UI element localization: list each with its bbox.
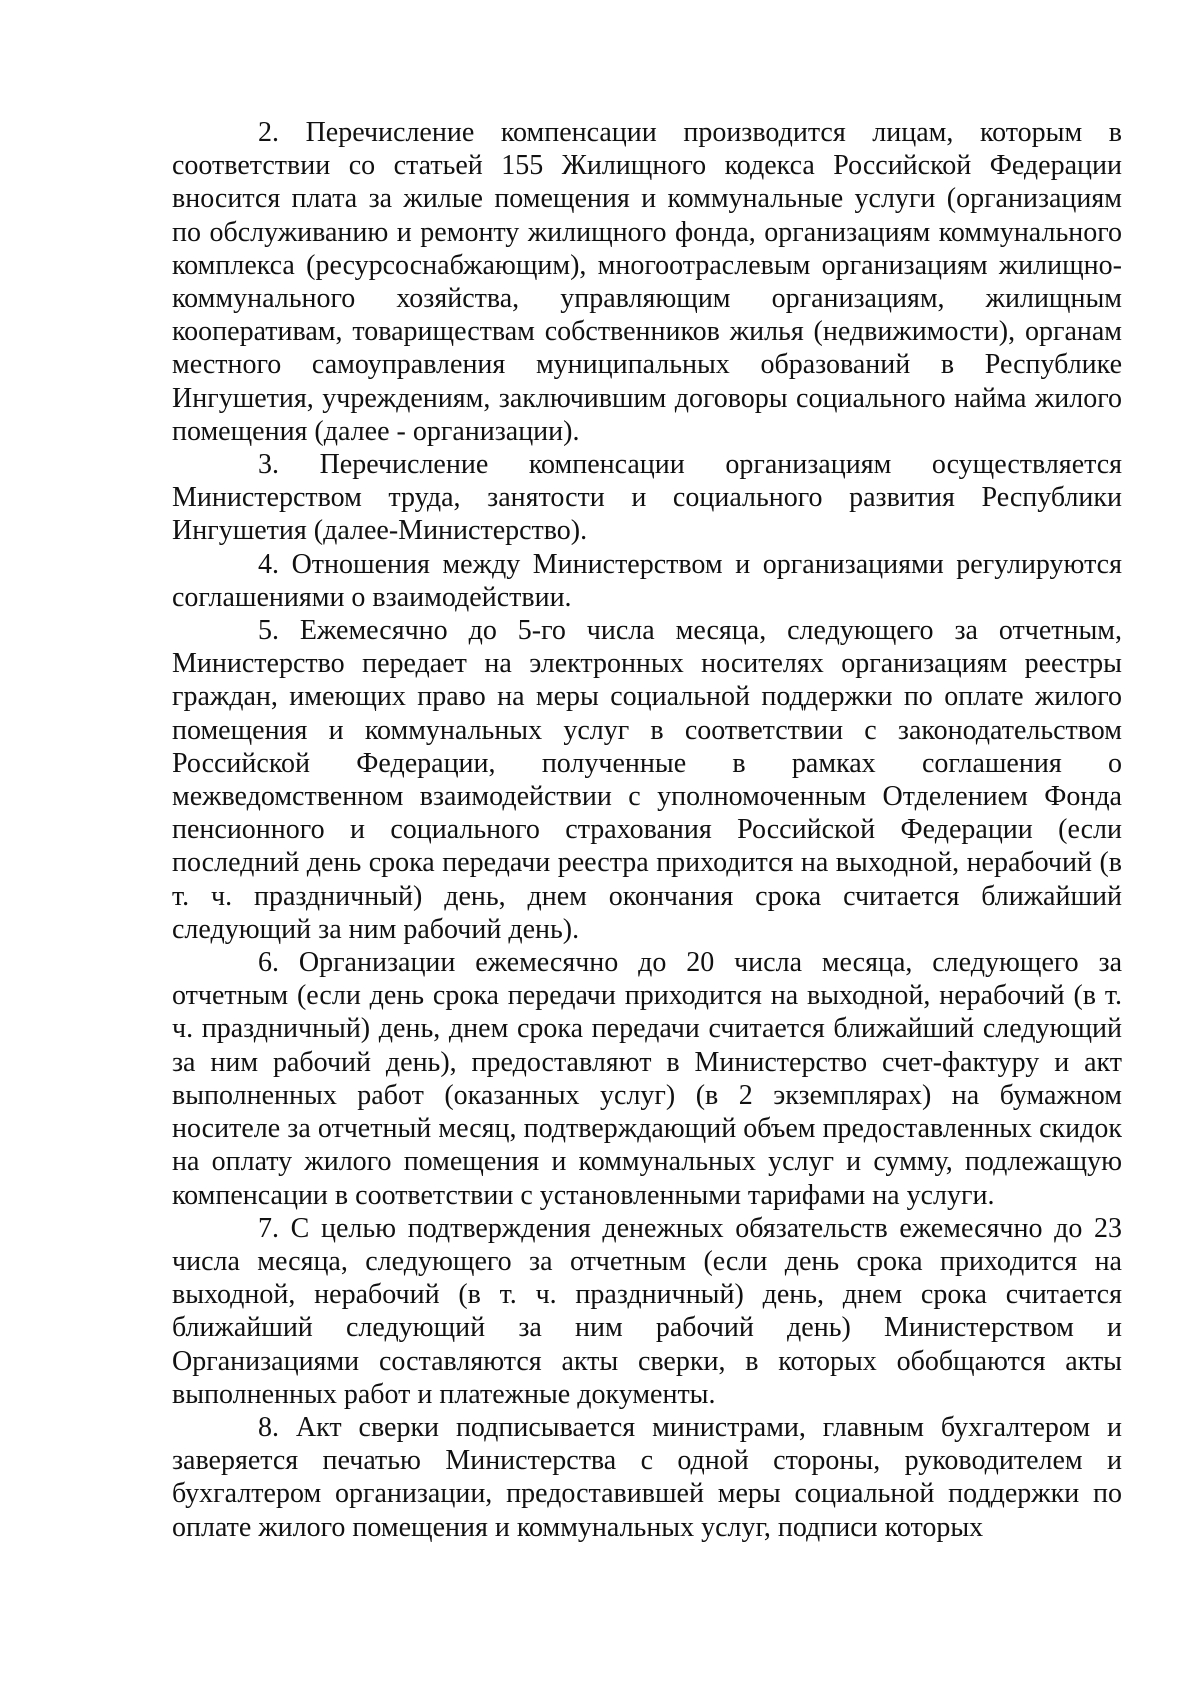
paragraph-3: 3. Перечисление компенсации организациям осуществляется Министерством труда, занятости и социального развития Республики Ингушетия (далее-Министерство). [172, 449, 1122, 547]
paragraph-2: 2. Перечисление компенсации производится лицам, которым в соответствии со статьей 155 Жилищного кодекса Российской Федерации вносится плата за жилые помещения и коммунальные услуги (организациям по обслуживанию и ремонту жилищного фонда, организациям коммунального комплекса (ресурсоснабжающим), многоотраслевым организациям жилищно-коммунального хозяйства, управляющим организациям, жилищным кооперативам, товариществам собственников жилья (недвижимости), органам местного самоуправления муниципальных образований в Республике Ингушетия, учреждениям, заключившим договоры социального найма жилого помещения (далее - организации). [172, 117, 1122, 447]
paragraph-4: 4. Отношения между Министерством и организациями регулируются соглашениями о взаимодействии. [172, 548, 1122, 613]
document-page [172, 116, 1122, 1596]
paragraph-5: 5. Ежемесячно до 5-го числа месяца, следующего за отчетным, Министерство передает на электронных носителях организациям реестры граждан, имеющих право на меры социальной поддержки по оплате жилого помещения и коммунальных услуг в соответствии с законодательством Российской Федерации, полученные в рамках соглашения о межведомственном взаимодействии с уполномоченным Отделением Фонда пенсионного и социального страхования Российской Федерации (если последний день срока передачи реестра приходится на выходной, нерабочий (в т. ч. праздничный) день, днем окончания срока считается ближайший следующий за ним рабочий день). [172, 615, 1122, 945]
paragraph-7: 7. С целью подтверждения денежных обязательств ежемесячно до 23 числа месяца, следующего за отчетным (если день срока приходится на выходной, нерабочий (в т. ч. праздничный) день, днем срока считается ближайший следующий за ним рабочий день) Министерством и Организациями составляются акты сверки, в которых обобщаются акты выполненных работ и платежные документы. [172, 1212, 1122, 1410]
paragraph-6: 6. Организации ежемесячно до 20 числа месяца, следующего за отчетным (если день срока передачи приходится на выходной, нерабочий (в т. ч. праздничный) день, днем срока передачи считается ближайший следующий за ним рабочий день), предоставляют в Министерство счет-фактуру и акт выполненных работ (оказанных услуг) (в 2 экземплярах) на бумажном носителе за отчетный месяц, подтверждающий объем предоставленных скидок на оплату жилого помещения и коммунальных услуг и сумму, подлежащую компенсации в соответствии с установленными тарифами на услуги. [172, 947, 1122, 1211]
paragraph-8: 8. Акт сверки подписывается министрами, главным бухгалтером и заверяется печатью Министерства с одной стороны, руководителем и бухгалтером организации, предоставившей меры социальной поддержки по оплате жилого помещения и коммунальных услуг, подписи которых [172, 1411, 1122, 1543]
